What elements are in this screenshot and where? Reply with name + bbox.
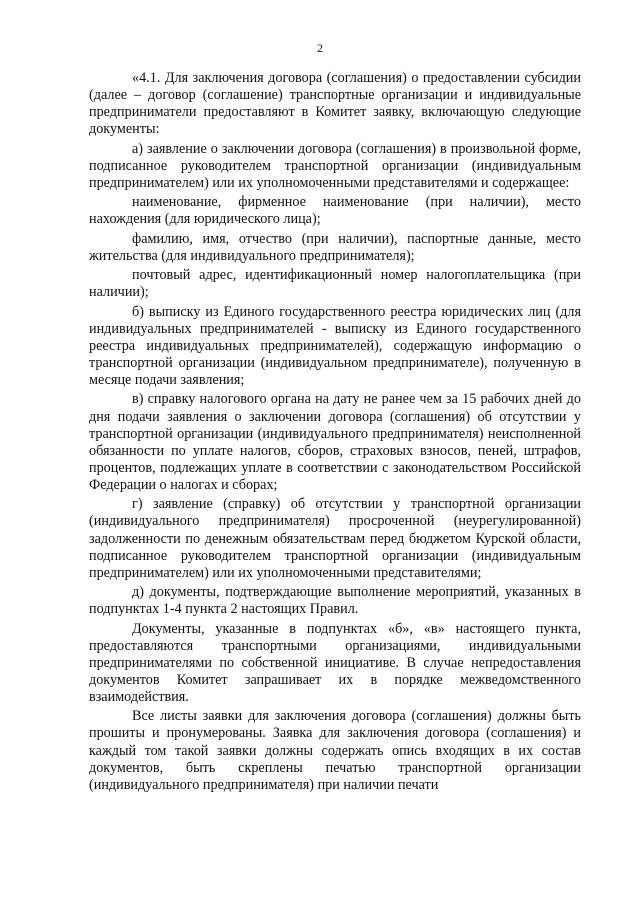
paragraph-item-d: д) документы, подтверждающие выполнение мероприятий, указанных в подпунктах 1-4 пункта 2 настоящих Правил.	[89, 584, 581, 618]
document-body	[89, 70, 581, 796]
page-number: 2	[317, 41, 323, 55]
paragraph-4-1-intro: «4.1. Для заключения договора (соглашения) о предоставлении субсидии (далее – договор (соглашение) транспортные организации и индивидуальные предприниматели предоставляют в Комитет заявку, включающую следующие документы:	[89, 70, 581, 138]
paragraph-item-g: г) заявление (справку) об отсутствии у транспортной организации (индивидуального предпринимателя) просроченной (неурегулированной) задолженности по денежным обязательствам перед бюджетом Курской области, подписанное руководителем транспортной организации (индивидуальным предпринимателем) или их уполномоченными представителями;	[89, 496, 581, 581]
paragraph-item-a-name: наименование, фирменное наименование (при наличии), место нахождения (для юридического лица);	[89, 194, 581, 228]
paragraph-item-b: б) выписку из Единого государственного реестра юридических лиц (для индивидуальных предпринимателей - выписку из Единого государственного реестра индивидуальных предпринимателей), содержащую информацию о транспортной организации (индивидуальном предпринимателе), полученную в месяце подачи заявления;	[89, 303, 581, 389]
paragraph-documents-note: Документы, указанные в подпунктах «б», «в» настоящего пункта, предоставляются транспортными организациями, индивидуальными предпринимателями по собственной инициативе. В случае непредоставления документов Комитет запрашивает их в порядке межведомственного взаимодействия.	[89, 620, 581, 705]
paragraph-item-a: а) заявление о заключении договора (соглашения) в произвольной форме, подписанное руководителем транспортной организации (индивидуальным предпринимателем) или их уполномоченными представителями и содержащее:	[89, 140, 581, 191]
paragraph-item-v: в) справку налогового органа на дату не ранее чем за 15 рабочих дней до дня подачи заявления о заключении договора (соглашения) об отсутствии у транспортной организации (индивидуального предпринимателя) неисполненной обязанности по уплате налогов, сборов, страховых взносов, пеней, штрафов, процентов, подлежащих уплате в соответствии с законодательством Российской Федерации о налогах и сборах;	[89, 391, 581, 493]
paragraph-sheets-requirement: Все листы заявки для заключения договора (соглашения) должны быть прошиты и пронумерованы. Заявка для заключения договора (соглашения) и каждый том такой заявки должны содержать опись входящих в их состав документов, быть скреплены печатью транспортной организации (индивидуального предпринимателя) при наличии печати	[89, 708, 581, 793]
paragraph-item-a-person: фамилию, имя, отчество (при наличии), паспортные данные, место жительства (для индивидуального предпринимателя);	[89, 230, 581, 264]
paragraph-item-a-address: почтовый адрес, идентификационный номер налогоплательщика (при наличии);	[89, 267, 581, 301]
